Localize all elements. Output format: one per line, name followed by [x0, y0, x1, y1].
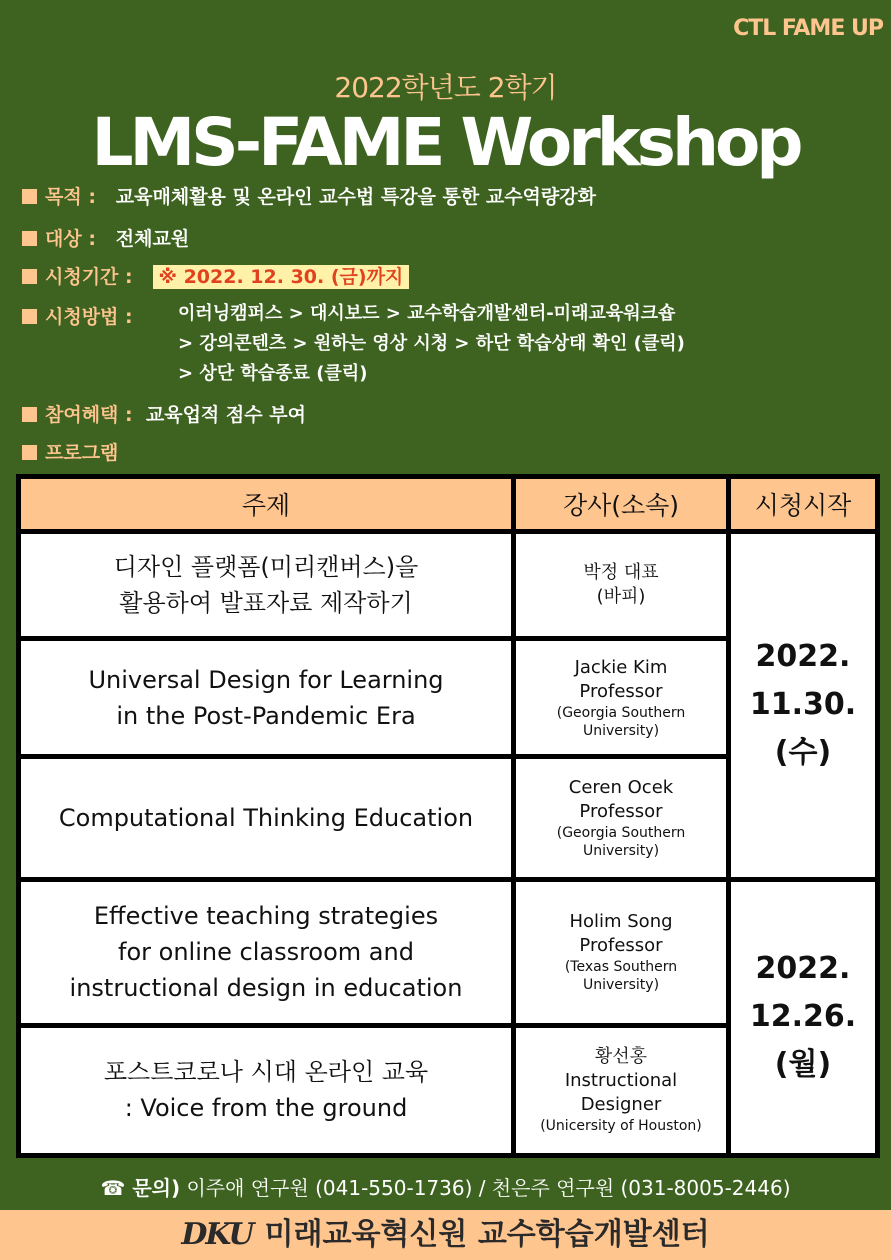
info-target	[22, 224, 189, 251]
affiliation-line: (Georgia Southern	[556, 824, 686, 841]
footer-text: 미래교육혁신원 교수학습개발센터	[264, 1217, 710, 1252]
topic-cell	[19, 532, 514, 639]
table-row	[19, 879, 878, 1025]
speaker-line: Instructional	[564, 1070, 678, 1092]
program-label: 프로그램	[45, 442, 119, 464]
speaker-line: 황선홍	[594, 1046, 648, 1068]
contact-label: ☎ 문의)	[100, 1176, 181, 1200]
info-benefit	[22, 400, 306, 427]
topic-line: 포스트코로나 시대 온라인 교육	[103, 1058, 429, 1087]
purpose-value: 교육매체활용 및 온라인 교수법 특강을 통한 교수역량강화	[115, 186, 596, 208]
method-step: > 강의콘텐츠 > 원하는 영상 시청 > 하단 학습상태 확인 (클릭)	[178, 333, 685, 354]
program-table	[16, 474, 880, 1158]
bullet-square-icon	[22, 309, 37, 324]
method-step: 이러닝캠퍼스 > 대시보드 > 교수학습개발센터-미래교육워크숍	[178, 303, 676, 324]
speaker-cell	[514, 639, 729, 757]
date-line: 2022.	[755, 639, 851, 675]
topic-cell	[19, 1025, 514, 1155]
speaker-line: 박정 대표	[583, 562, 659, 584]
bullet-square-icon	[22, 445, 37, 460]
topic-line: Computational Thinking Education	[58, 803, 474, 832]
topic-line: Universal Design for Learning	[88, 665, 444, 694]
topic-line: instructional design in education	[69, 974, 463, 1003]
dku-logo: DKU	[181, 1217, 253, 1252]
info-purpose	[22, 182, 596, 209]
info-period	[22, 262, 409, 289]
purpose-label: 목적 :	[45, 186, 96, 208]
speaker-cell	[514, 532, 729, 639]
header-speaker: 강사(소속)	[514, 477, 729, 532]
benefit-label: 참여혜택 :	[45, 404, 133, 426]
date-line: 11.30.	[749, 687, 857, 723]
bullet-square-icon	[22, 231, 37, 246]
date-cell	[729, 532, 878, 880]
method-steps	[178, 299, 685, 389]
period-label: 시청기간 :	[45, 266, 133, 288]
topic-line: : Voice from the ground	[124, 1094, 408, 1123]
method-step: > 상단 학습종료 (클릭)	[178, 363, 368, 384]
table-header-row	[19, 477, 878, 532]
topic-line: for online classroom and	[118, 938, 414, 967]
affiliation-line: (Texas Southern	[564, 959, 678, 976]
affiliation-line: University)	[582, 977, 660, 994]
topic-line: Effective teaching strategies	[93, 902, 439, 931]
speaker-cell	[514, 879, 729, 1025]
bullet-square-icon	[22, 189, 37, 204]
brand-label: CTL FAME UP	[733, 16, 883, 41]
header-topic: 주제	[19, 477, 514, 532]
target-label: 대상 :	[45, 228, 96, 250]
affiliation-line: (Unicersity of Houston)	[540, 1118, 702, 1135]
target-value: 전체교원	[115, 228, 190, 250]
footer-banner	[0, 1210, 891, 1260]
date-line: 2022.	[755, 951, 851, 987]
info-method	[22, 302, 133, 329]
bullet-square-icon	[22, 269, 37, 284]
table-row	[19, 532, 878, 639]
topic-line: 디자인 플랫폼(미리캔버스)을	[113, 553, 419, 582]
contact-info	[0, 1172, 891, 1201]
affiliation-line: (Georgia Southern	[556, 704, 686, 721]
period-value: ※ 2022. 12. 30. (금)까지	[153, 265, 410, 289]
header-start: 시청시작	[729, 477, 878, 532]
affiliation-line: University)	[582, 722, 660, 739]
speaker-line: Holim Song	[569, 911, 673, 933]
info-program	[22, 438, 118, 465]
speaker-cell	[514, 1025, 729, 1155]
date-line: (수)	[774, 735, 832, 771]
topic-cell	[19, 879, 514, 1025]
subtitle: 2022학년도 2학기	[334, 71, 557, 104]
speaker-line: (바피)	[596, 586, 646, 608]
page-title: LMS-FAME Workshop	[91, 104, 800, 181]
affiliation-line: University)	[582, 842, 660, 859]
topic-line: 활용하여 발표자료 제작하기	[119, 589, 413, 618]
method-label: 시청방법 :	[45, 306, 133, 328]
speaker-line: Professor	[579, 935, 663, 957]
date-line: 12.26.	[749, 999, 857, 1035]
date-cell	[729, 879, 878, 1155]
contact-text: 이주애 연구원 (041-550-1736) / 천은주 연구원 (031-8005-2446)	[186, 1176, 791, 1200]
speaker-cell	[514, 757, 729, 879]
speaker-line: Professor	[579, 680, 663, 702]
benefit-value: 교육업적 점수 부여	[145, 404, 306, 426]
date-line: (월)	[774, 1047, 832, 1083]
speaker-line: Ceren Ocek	[568, 776, 674, 798]
bullet-square-icon	[22, 407, 37, 422]
topic-line: in the Post-Pandemic Era	[116, 701, 416, 730]
speaker-line: Jackie Kim	[574, 656, 668, 678]
topic-cell	[19, 639, 514, 757]
speaker-line: Designer	[580, 1094, 662, 1116]
speaker-line: Professor	[579, 800, 663, 822]
topic-cell	[19, 757, 514, 879]
